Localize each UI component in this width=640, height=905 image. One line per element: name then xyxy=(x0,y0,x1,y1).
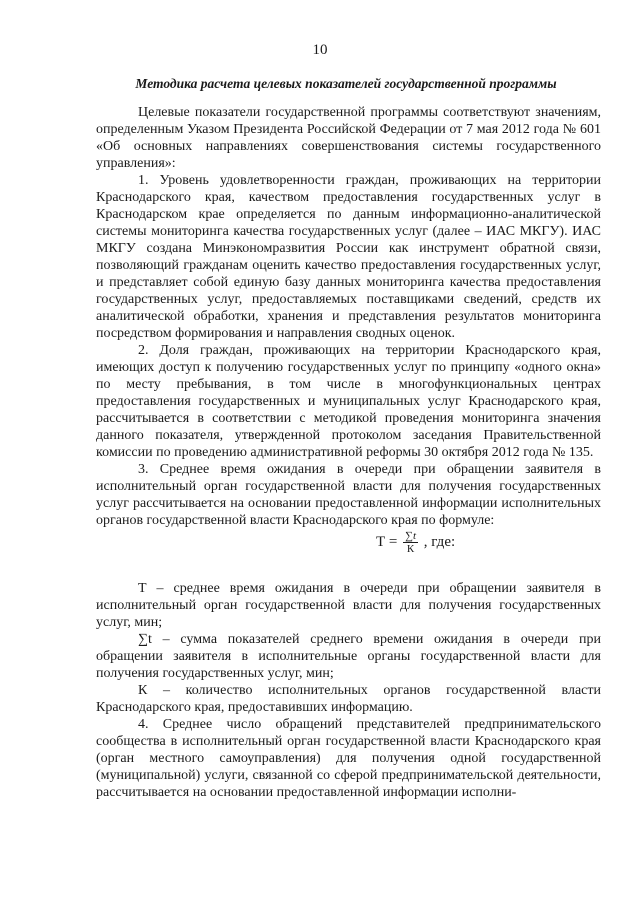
paragraph-item-4: 4. Среднее число обращений представителей предпринимательского сообщества в исполнительный орган государственной власти Краснодарского края (орган местного самоуправления) для получения одной государственной (муниципальной) услуги, связанной со сферой предпринимательской деятельности, рассчитывается на основании предоставленной информации исполни- xyxy=(96,717,601,800)
paragraph-intro: Целевые показатели государственной программы соответствуют значениям, определенным Указом Президента Российской Федерации от 7 мая 2012 года № 601 «Об основных направлениях совершенствования системы государственного управления»: xyxy=(96,105,601,171)
formula-numerator: ∑t xyxy=(405,530,417,542)
formula-denominator: К xyxy=(406,543,415,555)
paragraph-item-1: 1. Уровень удовлетворенности граждан, проживающих на территории Краснодарского края, качеством предоставления государственных услуг в Краснодарском крае определяется по данным информационно-аналитической системы мониторинга качества государственных услуг (далее – ИАС МКГУ). ИАС МКГУ создана Минэкономразвития России как инструмент обратной связи, позволяющий гражданам оценить качество предоставления государственных услуг, и представляет собой единую базу данных мониторинга качества предоставления государственных услуг, предоставляемых поставщиками сведений, средств их аналитической обработки, хранения и представления результатов мониторинга посредством формирования и направления сводных оценок. xyxy=(96,173,601,341)
paragraph-item-2: 2. Доля граждан, проживающих на территории Краснодарского края, имеющих доступ к получению государственных услуг по принципу «одного окна» по месту пребывания, в том числе в многофункциональных центрах предоставления государственных и муниципальных услуг Краснодарского края, рассчитывается в соответствии с методикой проведения мониторинга значения данного показателя, утвержденной протоколом заседания Правительственной комиссии по проведению административной реформы 30 октября 2012 года № 135. xyxy=(96,343,601,460)
formula xyxy=(96,530,601,564)
formula-tail: , где: xyxy=(423,534,456,550)
paragraph-item-3: 3. Среднее время ожидания в очереди при обращении заявителя в исполнительный орган государственной власти для получения государственных услуг рассчитывается на основании предоставленной информации исполнительных органов государственной власти Краснодарского края по формуле: xyxy=(96,462,601,528)
section-title: Методика расчета целевых показателей государственной программы xyxy=(135,76,557,91)
formula-lhs: Т = xyxy=(376,534,398,550)
document-body xyxy=(96,104,601,801)
definition-sum-t: ∑t – сумма показателей среднего времени ожидания в очереди при обращении заявителя в исполнительные органы государственной власти для получения государственных услуг, мин; xyxy=(96,632,601,681)
definition-k: К – количество исполнительных органов государственной власти Краснодарского края, предоставивших информацию. xyxy=(96,683,601,715)
definition-t: Т – среднее время ожидания в очереди при обращении заявителя в исполнительный орган государственной власти для получения государственных услуг, мин; xyxy=(96,581,601,630)
formula-fraction xyxy=(403,530,418,555)
page-number: 10 xyxy=(312,42,328,58)
